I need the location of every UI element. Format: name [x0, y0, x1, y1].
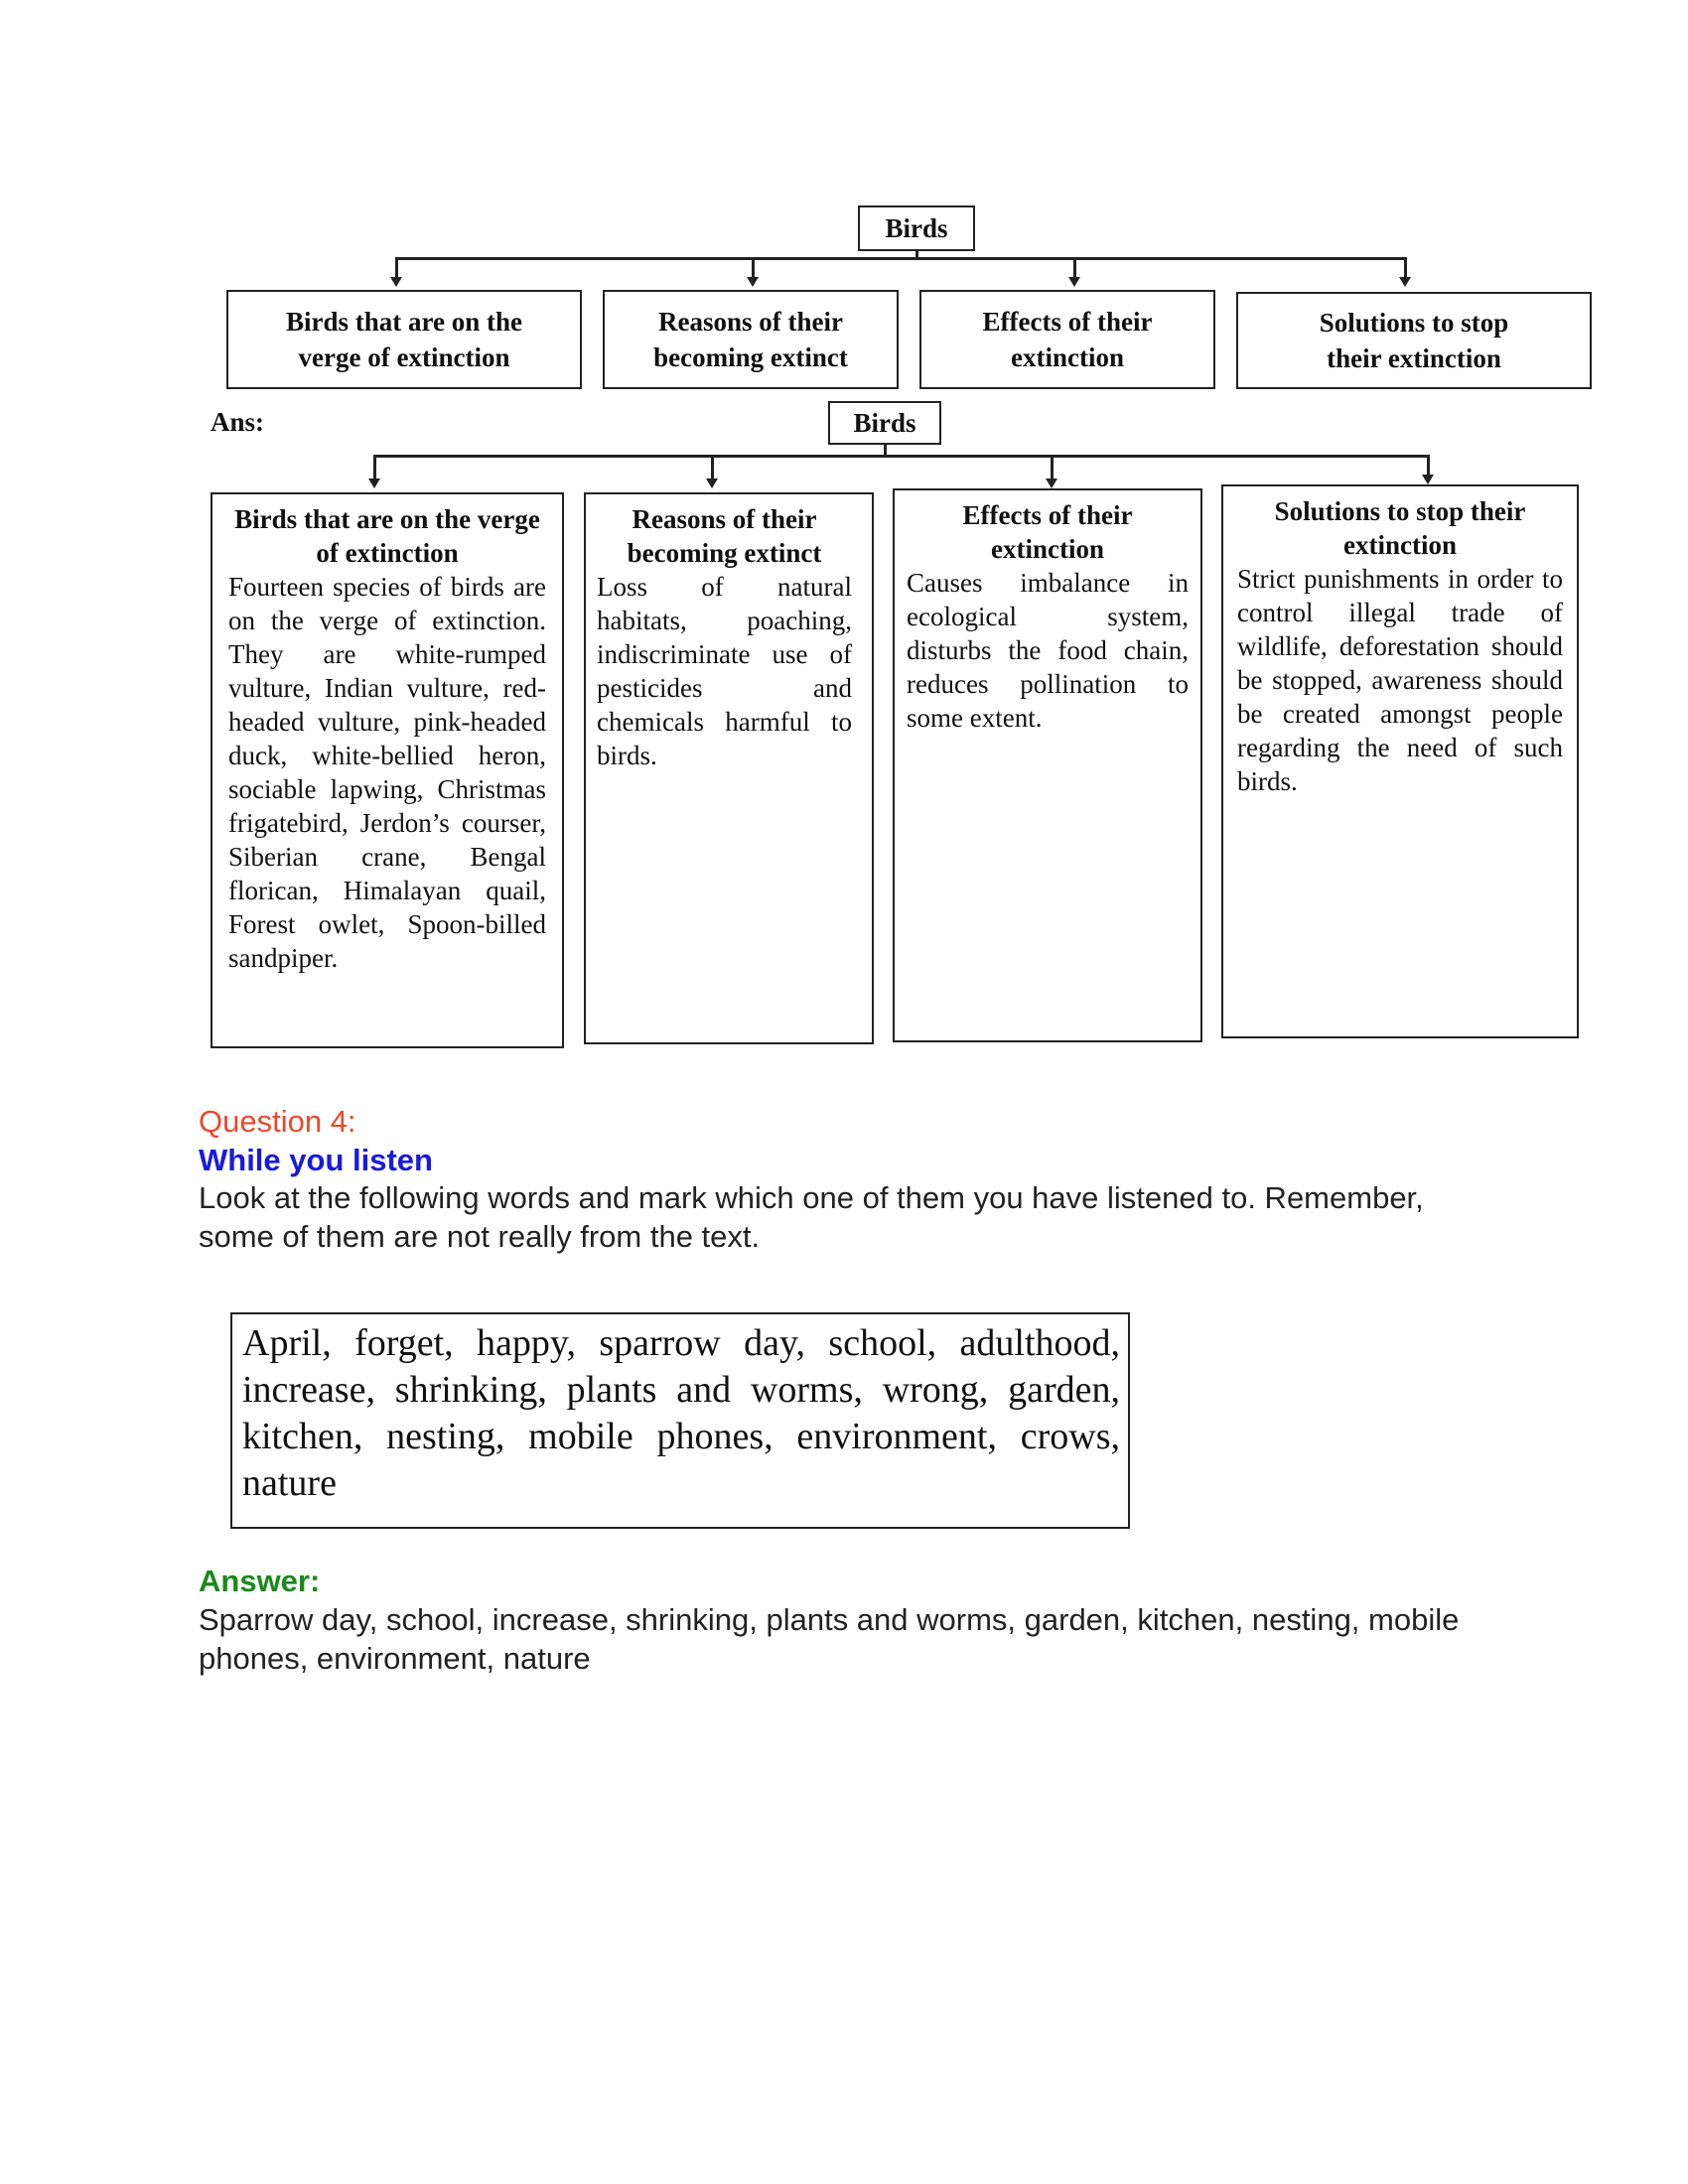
answer-text: Sparrow day, school, increase, shrinking, plants and worms, garden, kitchen, nesting, mobile phones, environment, nature — [199, 1602, 1460, 1676]
column-title: Reasons of their becoming extinct — [627, 504, 822, 568]
answer-heading: Answer: — [199, 1564, 321, 1598]
diagram-root-box — [858, 205, 975, 251]
answer-column-reasons — [584, 492, 874, 1044]
column-body: Strict punishments in order to control illegal trade of wildlife, deforestation should be stopped, awareness should be created amongst people regarding the need of such birds. — [1237, 564, 1563, 796]
diagram-box-label: Solutions to stop their extinction — [1319, 308, 1509, 373]
answer-root-label: Birds — [853, 408, 916, 438]
column-body: Causes imbalance in ecological system, disturbs the food chain, reduces pollination to some extent. — [907, 568, 1189, 733]
diagram-root-label: Birds — [885, 213, 948, 243]
ans-label: Ans: — [211, 407, 265, 437]
answer-column-effects — [893, 488, 1202, 1042]
question-heading: Question 4: — [199, 1104, 356, 1139]
question-instruction: Look at the following words and mark which one of them you have listened to. Remember, some of them are not really from the text. — [199, 1180, 1424, 1254]
answer-column-solutions — [1221, 484, 1579, 1038]
answer-root-box — [828, 401, 941, 445]
diagram-box-verge — [226, 290, 582, 389]
column-title: Effects of their extinction — [962, 500, 1133, 564]
question-subheading: While you listen — [199, 1143, 433, 1177]
diagram-box-label: Effects of their extinction — [982, 307, 1153, 372]
column-body: Fourteen species of birds are on the verge of extinction. They are white-rumped vulture, Indian vulture, red-headed vulture, pink-headed duck, white-bellied heron, sociable lapwing, Christmas frigatebird, Jerdon’s courser, Siberian crane, Bengal florican, Himalayan quail, Forest owlet, Spoon-billed sandpiper. — [228, 572, 546, 973]
column-body: Loss of natural habitats, poaching, indiscriminate use of pesticides and chemicals harmful to birds. — [597, 572, 852, 770]
answer-column-verge — [211, 492, 564, 1048]
column-title: Birds that are on the verge of extinction — [234, 504, 540, 568]
diagram-box-solutions — [1236, 292, 1592, 389]
diagram-box-label: Birds that are on the verge of extinction — [285, 307, 522, 372]
diagram-box-label: Reasons of their becoming extinct — [653, 307, 848, 372]
diagram-box-effects — [919, 290, 1215, 389]
column-title: Solutions to stop their extinction — [1274, 496, 1526, 560]
word-list-box: April, forget, happy, sparrow day, school, adulthood, increase, shrinking, plants and worms, wrong, garden, kitchen, nesting, mobile phones, environment, crows, nature — [230, 1312, 1130, 1529]
diagram-box-reasons — [603, 290, 899, 389]
